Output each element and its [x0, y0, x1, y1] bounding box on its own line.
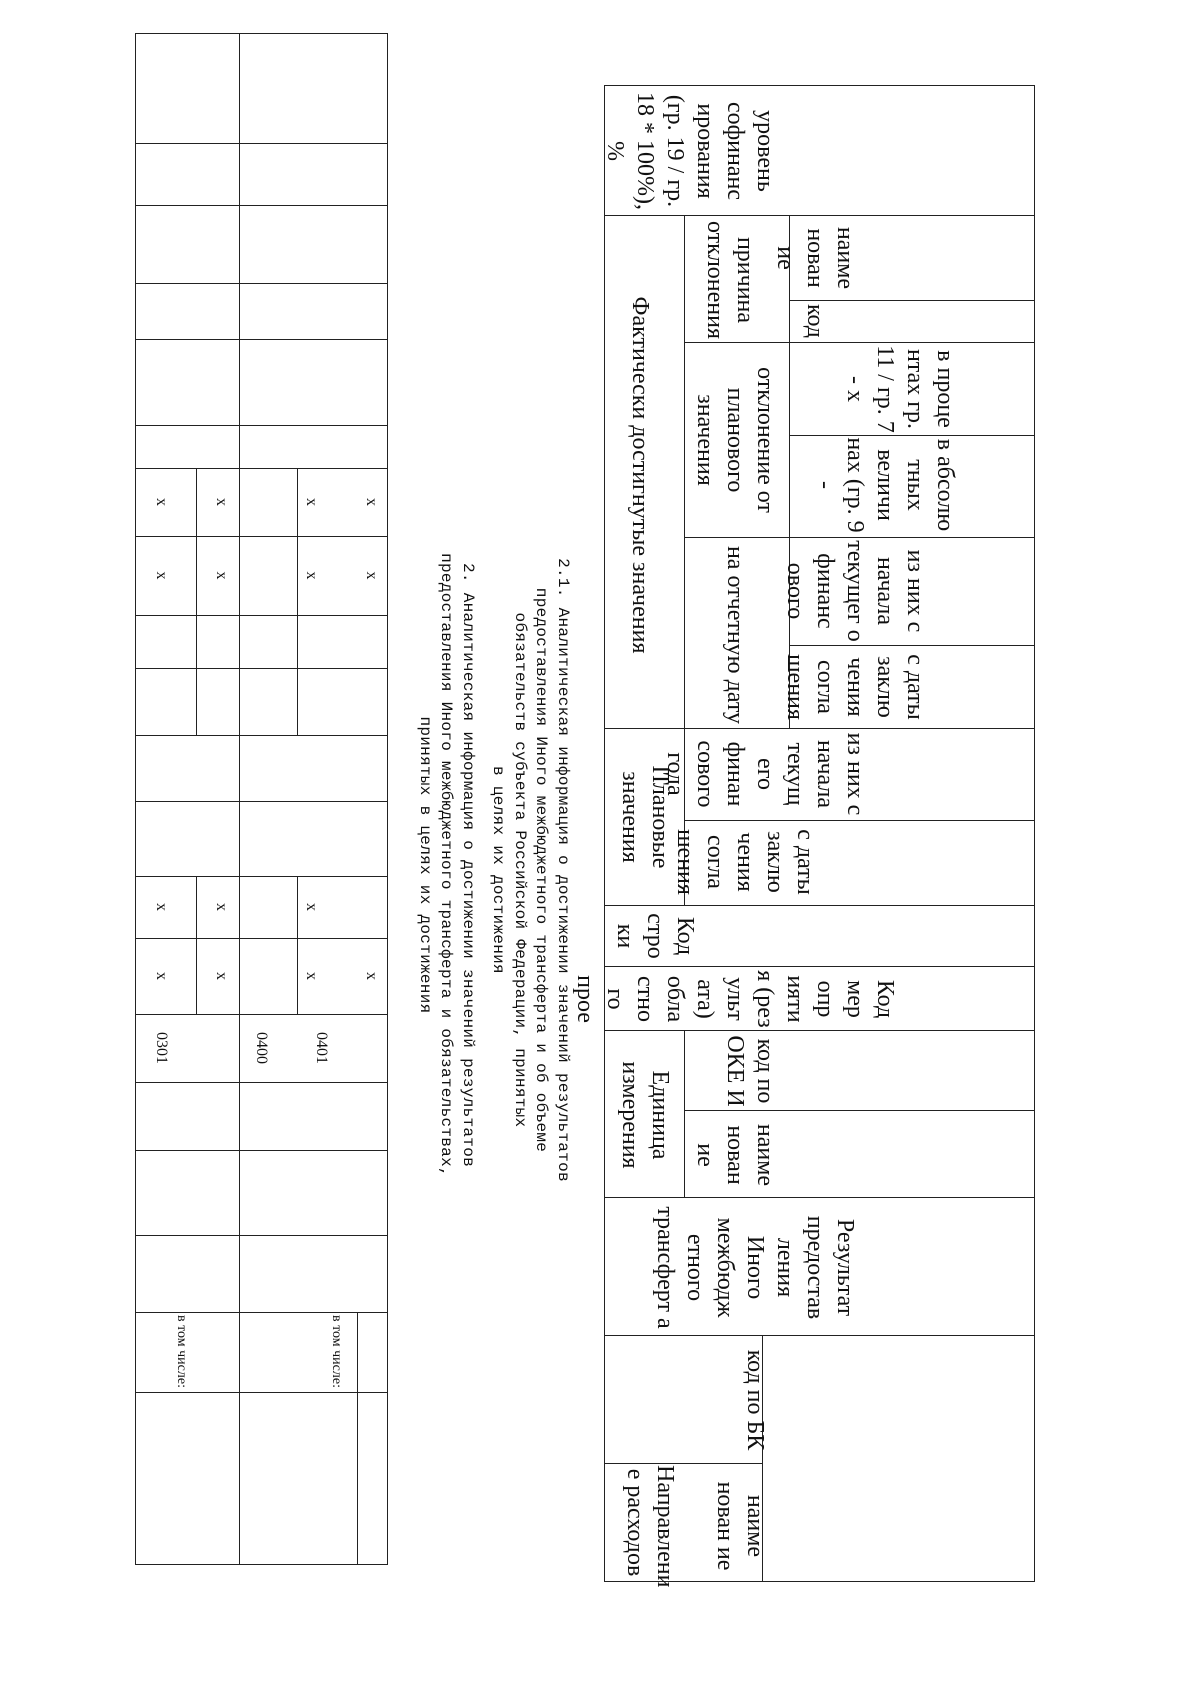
col-planned-from-date: с даты заклю чения согла шения: [672, 829, 818, 895]
col-unit: Единица измерения: [617, 1061, 673, 1169]
x-mark: x: [153, 498, 170, 506]
col-reason-name: наиме нован ие: [772, 226, 858, 290]
x-mark: x: [213, 498, 230, 506]
x-mark: x: [153, 972, 170, 980]
col-actual-from-date: с даты заклю чения согла шения: [782, 654, 928, 720]
col-deviation: отклонение от планового значения: [692, 367, 778, 513]
code-0400: 0400: [253, 1032, 270, 1064]
col-unit-code: код по ОКЕ И: [722, 1035, 778, 1107]
col-event-code: Код мер опр ияти я (рез ульт ата) обла стно го прое: [572, 970, 898, 1028]
col-direction-code: код по БК: [742, 1349, 768, 1451]
x-mark: x: [153, 571, 170, 580]
col-direction-name: наиме нован ие: [712, 1481, 768, 1571]
x-mark: x: [213, 571, 230, 580]
code-0401: 0401: [313, 1032, 330, 1064]
col-planned-from-year: из них с начала текущ его финан сового года: [662, 732, 868, 816]
x-mark: x: [153, 903, 170, 911]
col-planned: Плановые значения: [617, 765, 673, 869]
x-mark: x: [303, 571, 320, 580]
row-label-including-2: в том числе:: [329, 1315, 344, 1388]
code-0301: 0301: [153, 1032, 170, 1064]
col-row-code: Код стро ки: [612, 913, 698, 959]
col-dev-abs: в абсолю тных величи нах (гр. 9 -: [812, 437, 958, 533]
x-mark: x: [363, 972, 380, 980]
col-result: Результат предостав ления Иного межбюдж етного трансферт а: [652, 1206, 858, 1329]
col-actual-from-year: из них с начала текущег о финанс ового: [782, 540, 928, 642]
col-direction: Направлени е расходов: [622, 1465, 678, 1588]
col-actual: Фактически достигнутые значения: [627, 296, 653, 654]
x-mark: x: [363, 571, 380, 580]
row-label-including-1: в том числе:: [174, 1315, 189, 1388]
x-mark: x: [213, 972, 230, 980]
x-mark: x: [213, 903, 230, 911]
x-mark: x: [363, 498, 380, 506]
col-cofinancing: уровень софинанс ирования (гр. 19 / гр. 18 * 100%), %: [602, 92, 778, 210]
heading-section-2-1: 2.1. Аналитическая информация о достижении значений результатов предоставления Иного межбюджетного трансферта и об объеме обязательств субъекта Российской Федерации, принятых в целях их достижения: [489, 558, 572, 1182]
col-reason: причина отклонения: [702, 220, 758, 340]
x-mark: x: [303, 972, 320, 980]
col-unit-name: наиме нован ие: [692, 1123, 778, 1187]
col-dev-pct: в проце нтах гр. 11 / гр. 7 - х: [842, 345, 958, 433]
col-actual-on-date: на отчетную дату: [722, 545, 748, 725]
x-mark: x: [303, 903, 320, 911]
col-reason-code: код: [802, 304, 828, 338]
x-mark: x: [303, 498, 320, 506]
heading-section-2: 2. Аналитическая информация о достижении значений результатов предоставления Иного межбюджетного трансферта и обязательствах, принятых в целях их достижения: [415, 553, 477, 1177]
